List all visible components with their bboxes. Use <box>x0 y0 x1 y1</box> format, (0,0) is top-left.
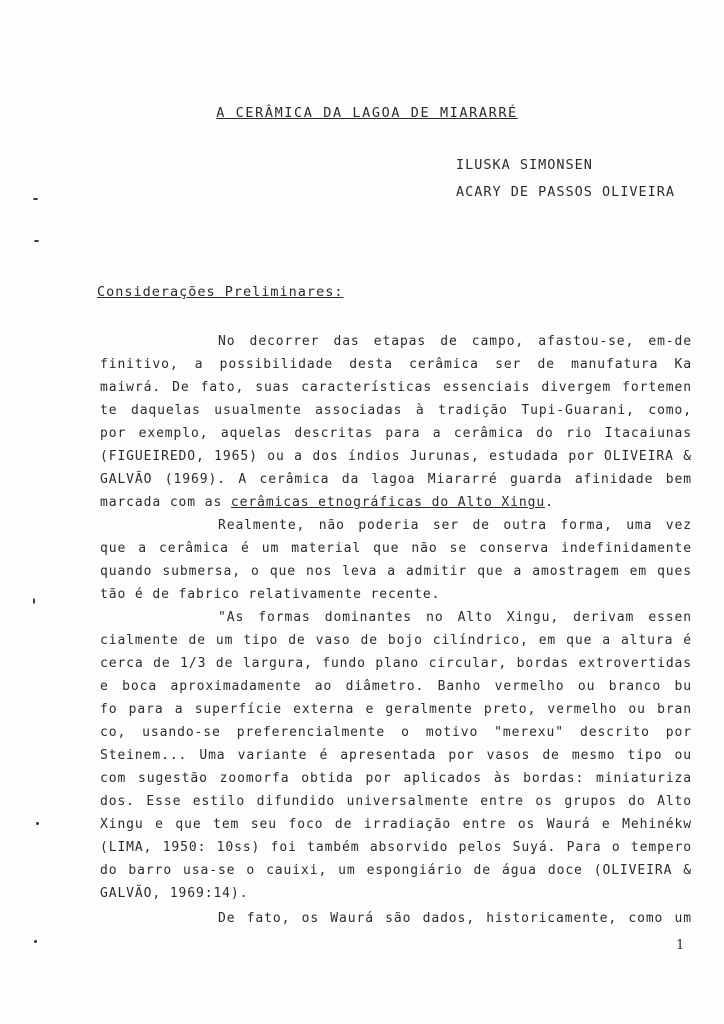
paragraph-line: (FIGUEIREDO, 1965) ou a dos índios Jurunas, estudada por OLIVEIRA & <box>100 449 692 464</box>
quote-line: dos. Esse estilo difundido universalmente entre os grupos do Alto <box>100 794 692 809</box>
quote-line: do barro usa-se o cauixi, um espongiário de água doce (OLIVEIRA & <box>100 863 692 878</box>
paragraph-line: tão é de fabrico relativamente recente. <box>100 587 441 602</box>
page-number: 1 <box>676 938 685 953</box>
section-heading: Considerações Preliminares: <box>97 284 344 300</box>
quote-line: (LIMA, 1950: 10ss) foi também absorvido pelos Suyá. Para o tempero <box>100 840 692 855</box>
scan-speck <box>34 240 39 242</box>
paragraph-line: No decorrer das etapas de campo, afastou-se, em-de <box>218 334 692 349</box>
paragraph-line: Realmente, não poderia ser de outra forma, uma vez <box>218 518 692 533</box>
quote-line: cialmente de um tipo de vaso de bojo cilíndrico, em que a altura é <box>100 633 692 648</box>
quote-line: e boca aproximadamente ao diâmetro. Banho vermelho ou branco bu <box>100 679 692 694</box>
paragraph-line: quando submersa, o que nos leva a admitir que a amostragem em ques <box>100 564 692 579</box>
paragraph-line: finitivo, a possibilidade desta cerâmica ser de manufatura Ka <box>100 357 692 372</box>
scan-speck <box>33 598 35 604</box>
quote-line: Xingu e que tem seu foco de irradiação entre os Waurá e Mehinékw <box>100 817 692 832</box>
author-name: ILUSKA SIMONSEN <box>456 157 593 173</box>
quote-line: GALVÃO, 1969:14). <box>100 886 249 901</box>
line-text: . <box>545 495 554 510</box>
paragraph-line: te daquelas usualmente associadas à tradição Tupi-Guarani, como, <box>100 403 692 418</box>
scan-speck <box>34 940 37 943</box>
scan-speck <box>36 822 39 825</box>
author-block <box>456 152 675 206</box>
underlined-phrase: cerâmicas etnográficas do Alto Xingu <box>230 495 546 510</box>
paragraph-line: De fato, os Waurá são dados, historicamente, como um <box>218 911 692 926</box>
paragraph-line: maiwrá. De fato, suas características essenciais divergem fortemen <box>100 380 692 395</box>
document-title: A CERÂMICA DA LAGOA DE MIARARRÉ <box>216 105 518 121</box>
paragraph-line: por exemplo, aquelas descritas para a cerâmica do rio Itacaiunas <box>100 426 692 441</box>
line-text: marcada com as <box>100 495 231 510</box>
quote-line: Steinem... Uma variante é apresentada por vasos de mesmo tipo ou <box>100 748 692 763</box>
scan-speck <box>33 198 38 200</box>
paragraph-line: que a cerâmica é um material que não se conserva indefinidamente <box>100 541 692 556</box>
quote-line: "As formas dominantes no Alto Xingu, derivam essen <box>218 610 692 625</box>
paragraph-line: GALVÃO (1969). A cerâmica da lagoa Miararré guarda afinidade bem <box>100 472 692 487</box>
quote-line: fo para a superfície externa e geralmente preto, vermelho ou bran <box>100 702 692 717</box>
quote-line: cerca de 1/3 de largura, fundo plano circular, bordas extrovertidas <box>100 656 692 671</box>
author-name: ACARY DE PASSOS OLIVEIRA <box>456 184 676 200</box>
quote-line: com sugestão zoomorfa obtida por aplicados às bordas: miniaturiza <box>100 771 692 786</box>
quote-line: co, usando-se preferencialmente o motivo "merexu" descrito por <box>100 725 692 740</box>
paragraph-line <box>100 495 692 510</box>
